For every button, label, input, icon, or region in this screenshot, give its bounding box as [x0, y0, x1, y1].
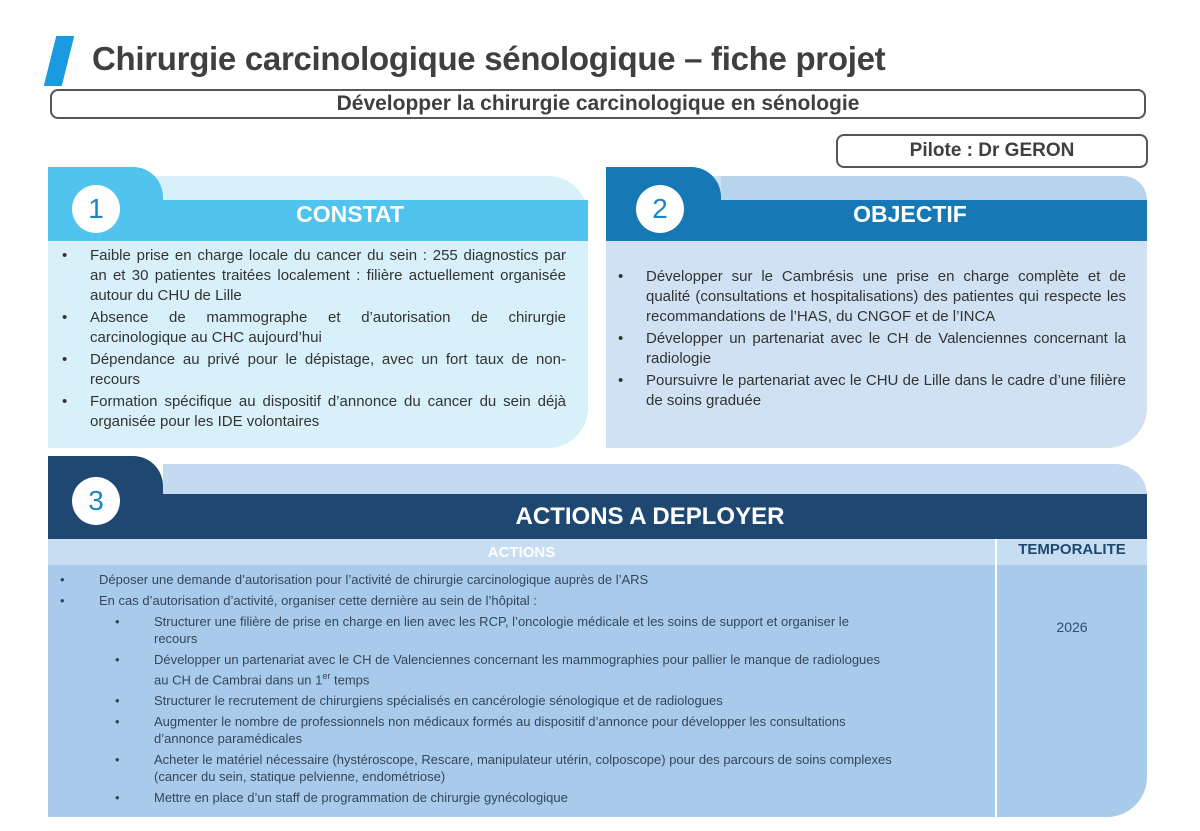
title-accent-bar: [44, 36, 74, 86]
list-item: • Développer sur le Cambrésis une prise en charge complète et de qualité (consultations et hospitalisations) des patientes qui respecte les recommandations de l’HAS, du CNGOF et de l’INCA: [618, 267, 1126, 327]
list-item: • Déposer une demande d’autorisation pour l’activité de chirurgie carcinologique auprès de l’ARS: [60, 571, 960, 588]
list-item: • En cas d’autorisation d’activité, organiser cette dernière au sein de l’hôpital :: [60, 592, 960, 609]
list-item: • Développer un partenariat avec le CH de Valenciennes concernant la radiologie: [618, 329, 1126, 369]
sub-list-item: • Mettre en place d’un staff de programmation de chirurgie gynécologique: [115, 789, 894, 806]
sub-list-item-text: Développer un partenariat avec le CH de Valenciennes concernant les mammographies pour pallier le manque de radiologues au CH de Cambrai dans un 1: [154, 652, 881, 688]
sub-list-item-tail: temps: [330, 672, 370, 688]
actions-list: [60, 571, 960, 810]
ordinal-suffix: er: [322, 671, 331, 681]
actions-title: ACTIONS A DEPLOYER: [515, 503, 785, 530]
constat-number-badge: 1: [72, 185, 120, 233]
column-divider: [995, 539, 997, 817]
list-item: • Faible prise en charge locale du cancer du sein : 255 diagnostics par an et 30 patientes traitées localement : filière actuellement organisée autour du CHU de Lille: [62, 246, 566, 306]
list-item: • Poursuivre le partenariat avec le CHU de Lille dans le cadre d’une filière de soins graduée: [618, 371, 1126, 411]
column-header-actions: ACTIONS: [487, 544, 556, 561]
objectif-header-top: [721, 176, 1147, 200]
objectif-list: [618, 267, 1126, 413]
list-item: • Dépendance au privé pour le dépistage, avec un fort taux de non-recours: [62, 350, 566, 390]
sub-list-item: [115, 651, 894, 688]
list-item: • Formation spécifique au dispositif d’annonce du cancer du sein déjà organisée pour les IDE volontaires: [62, 392, 566, 432]
sub-list-item: • Structurer une filière de prise en charge en lien avec les RCP, l’oncologie médicale et les soins de support et organiser le recours: [115, 613, 894, 647]
sub-list-item: • Structurer le recrutement de chirurgiens spécialisés en cancérologie sénologique et de radiologues: [115, 692, 894, 709]
project-subtitle: Développer la chirurgie carcinologique en sénologie: [50, 89, 1146, 119]
actions-number-badge: 3: [72, 477, 120, 525]
objectif-number-badge: 2: [636, 185, 684, 233]
list-item: • Absence de mammographe et d’autorisation de chirurgie carcinologique au CHC aujourd’hui: [62, 308, 566, 348]
sub-list-item: • Augmenter le nombre de professionnels non médicaux formés au dispositif d’annonce pour développer les consultations d’annonce paramédicales: [115, 713, 894, 747]
sub-list-item: • Acheter le matériel nécessaire (hystéroscope, Rescare, manipulateur utérin, colposcope) pour des parcours de soins complexes (cancer du sein, statique pelvienne, endométriose): [115, 751, 894, 785]
temporalite-value: 2026: [1056, 619, 1088, 635]
pilote-label: Pilote : Dr GERON: [836, 134, 1148, 168]
actions-header-top: [163, 464, 1147, 496]
column-header-temporalite: TEMPORALITE: [1018, 541, 1126, 558]
objectif-title: OBJECTIF: [853, 201, 967, 227]
constat-list: [62, 246, 566, 434]
constat-title: CONSTAT: [296, 201, 404, 227]
page-title: Chirurgie carcinologique sénologique – fiche projet: [92, 40, 886, 77]
